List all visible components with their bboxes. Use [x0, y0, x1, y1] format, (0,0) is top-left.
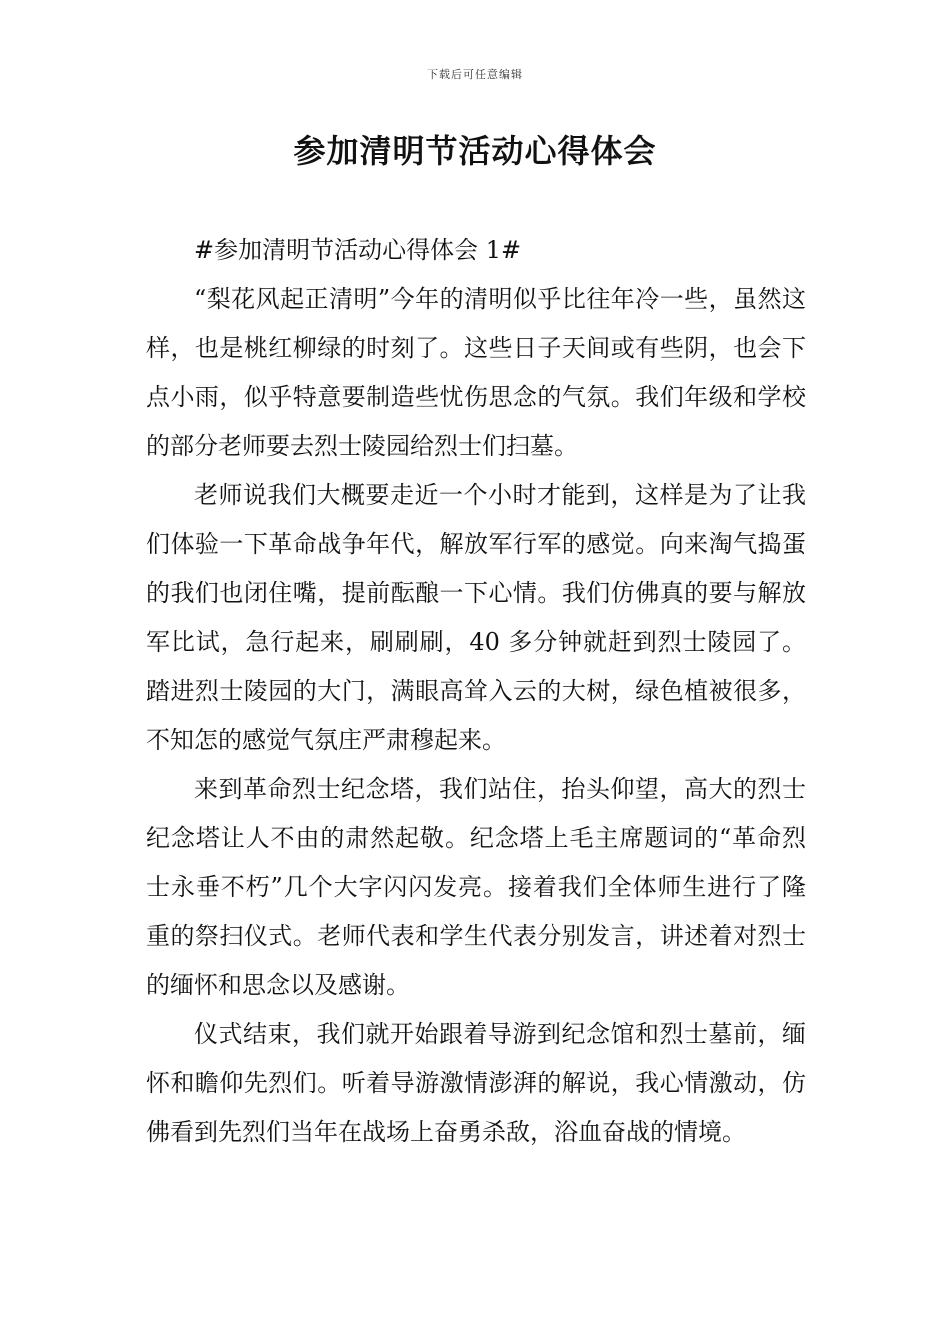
paragraph-2: 老师说我们大概要走近一个小时才能到，这样是为了让我们体验一下革命战争年代，解放军行军的感觉。向来淘气捣蛋的我们也闭住嘴，提前酝酿一下心情。我们仿佛真的要与解放军比试，急行起来，刷刷刷，40 多分钟就赶到烈士陵园了。踏进烈士陵园的大门，满眼高耸入云的大树，绿色植被很多，不知怎的感觉气氛庄严肃穆起来。 — [146, 481, 806, 754]
document-title: 参加清明节活动心得体会 — [293, 132, 657, 170]
paragraph-4: 仪式结束，我们就开始跟着导游到纪念馆和烈士墓前，缅怀和瞻仰先烈们。听着导游激情澎湃的解说，我心情激动，仿佛看到先烈们当年在战场上奋勇杀敌，浴血奋战的情境。 — [146, 1020, 806, 1146]
header-note: 下载后可任意编辑 — [427, 68, 523, 81]
document-body — [146, 226, 806, 1157]
paragraph-1: “梨花风起正清明”今年的清明似乎比往年冷一些，虽然这样，也是桃红柳绿的时刻了。这些日子天间或有些阴，也会下点小雨，似乎特意要制造些忧伤思念的气氛。我们年级和学校的部分老师要去烈士陵园给烈士们扫墓。 — [146, 285, 806, 460]
paragraph-3: 来到革命烈士纪念塔，我们站住，抬头仰望，高大的烈士纪念塔让人不由的肃然起敬。纪念塔上毛主席题词的“革命烈士永垂不朽”几个大字闪闪发亮。接着我们全体师生进行了隆重的祭扫仪式。老师代表和学生代表分别发言，讲述着对烈士的缅怀和思念以及感谢。 — [146, 775, 806, 999]
section-heading: #参加清明节活动心得体会 1# — [194, 236, 522, 264]
